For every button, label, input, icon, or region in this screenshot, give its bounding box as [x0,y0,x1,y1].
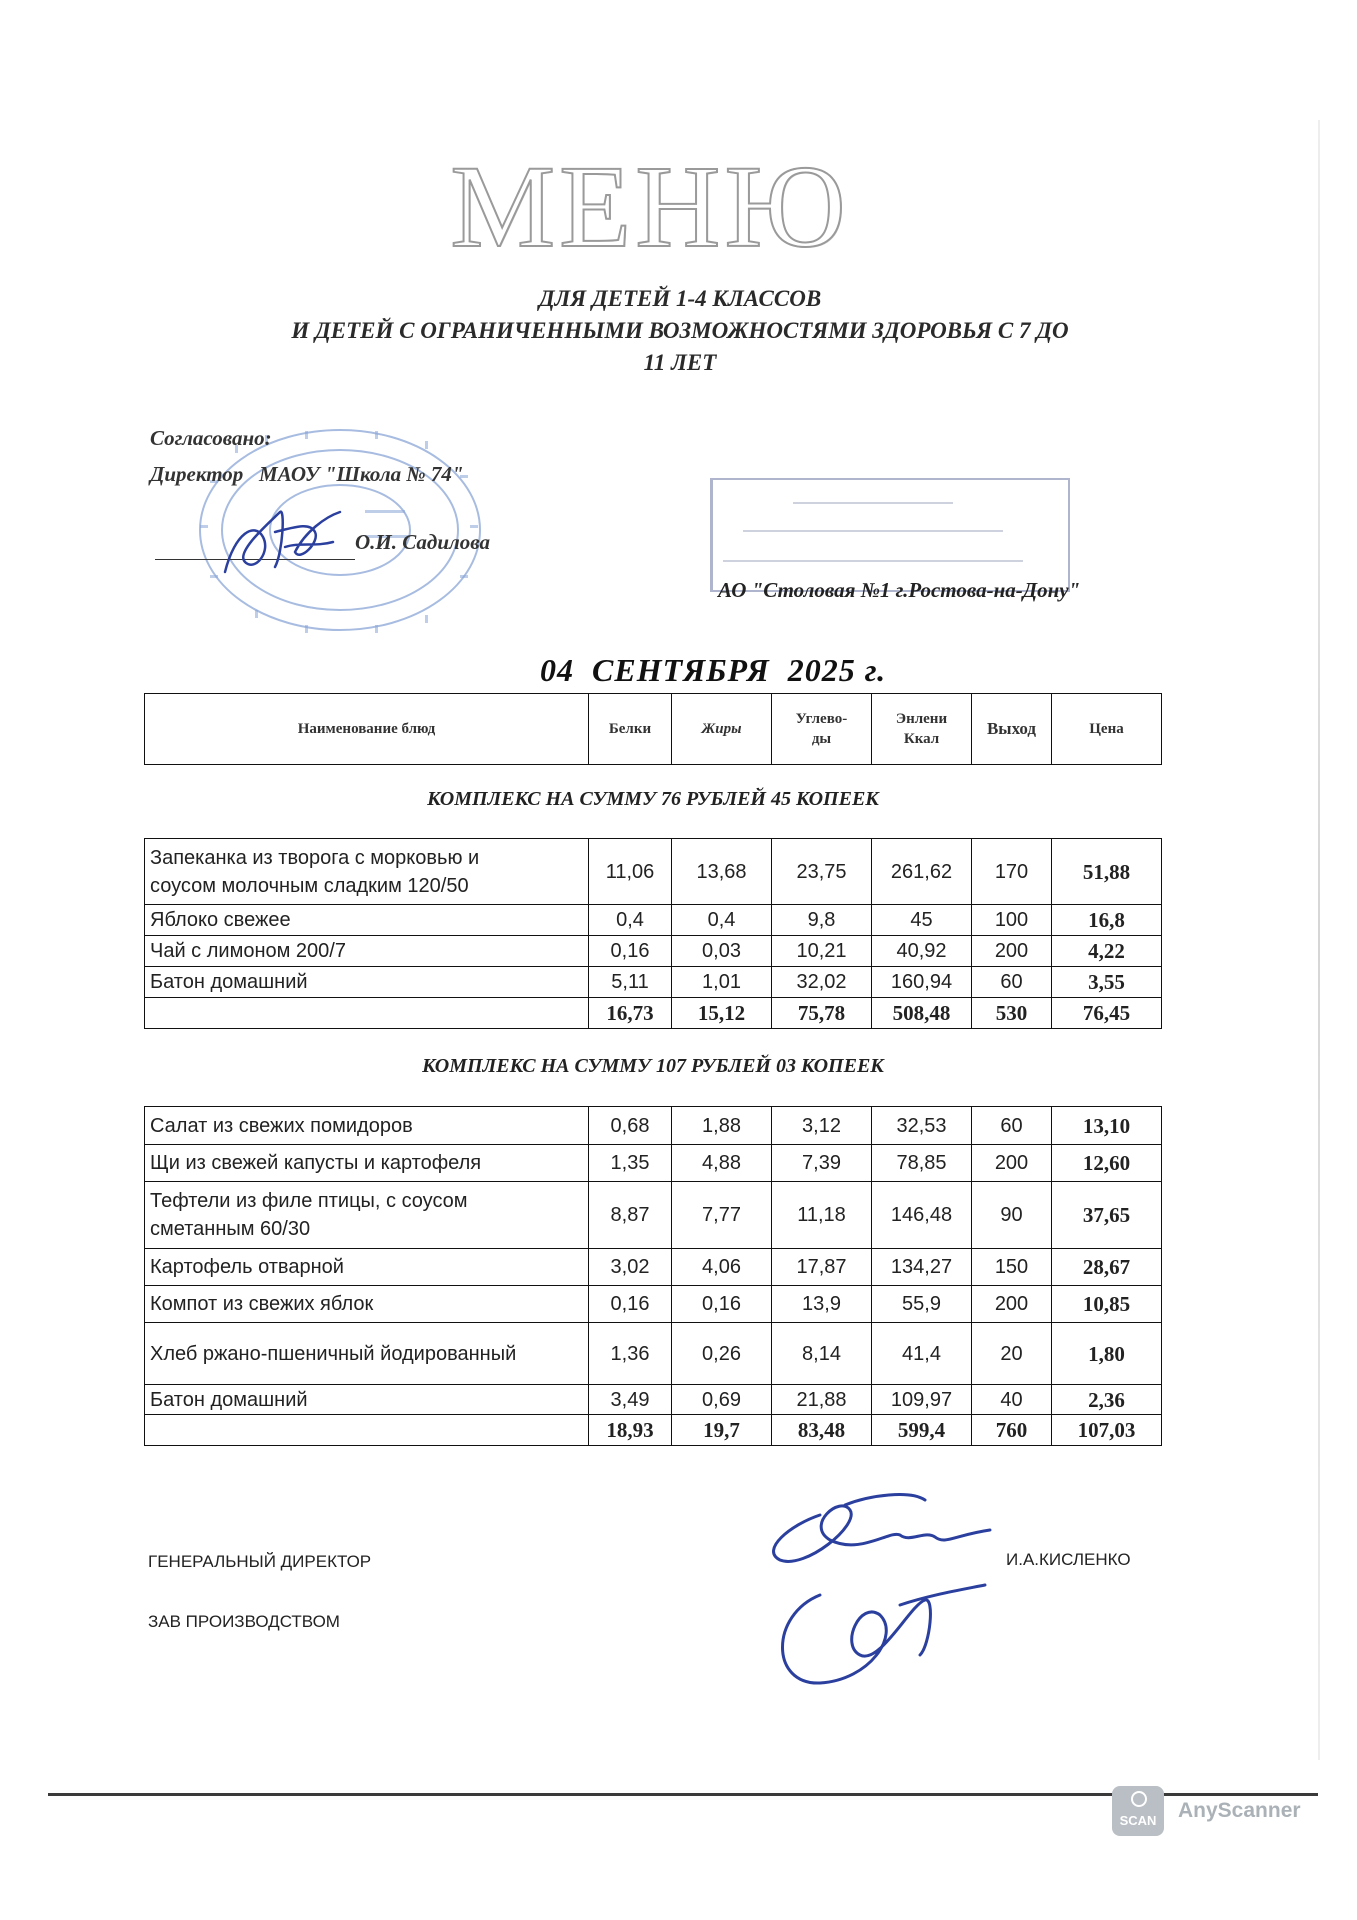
total-protein: 16,73 [589,998,672,1029]
table-row [145,1182,1162,1249]
vendor-name: АО "Столовая №1 г.Ростова-на-Дону" [718,578,1081,602]
subtitle-line-1: ДЛЯ ДЕТЕЙ 1-4 КЛАССОВ [538,286,822,311]
dish-name: Яблоко свежее [145,905,589,936]
dish-carbs: 8,14 [772,1323,872,1385]
director-name: О.И. Садилова [355,530,491,554]
total-energy: 599,4 [872,1415,972,1446]
dish-carbs: 3,12 [772,1107,872,1145]
dish-protein: 0,4 [589,905,672,936]
dish-protein: 5,11 [589,967,672,998]
dish-energy: 109,97 [872,1385,972,1415]
complex1-title: КОМПЛЕКС НА СУММУ 76 РУБЛЕЙ 45 КОПЕЕК [427,788,879,810]
table-row [145,905,1162,936]
dish-name: Картофель отварной [145,1249,589,1286]
dish-name-line-1: Тефтели из филе птицы, с соусом [150,1190,468,1212]
dish-protein: 0,16 [589,936,672,967]
general-director-name: И.А.КИСЛЕНКО [1006,1550,1131,1569]
dish-name [145,839,589,905]
anyscanner-watermark [1112,1786,1301,1836]
energy-line-1: Энлени [895,711,948,727]
dish-yield: 40 [972,1385,1052,1415]
table-row [145,1286,1162,1323]
dish-yield: 60 [972,967,1052,998]
dish-energy: 41,4 [872,1323,972,1385]
dish-carbs: 9,8 [772,905,872,936]
dish-price: 37,65 [1052,1182,1162,1249]
dish-energy: 40,92 [872,936,972,967]
dish-yield: 170 [972,839,1052,905]
dish-fat: 4,88 [672,1145,772,1182]
table-row [145,1145,1162,1182]
dish-price: 2,36 [1052,1385,1162,1415]
energy-line-2: Ккал [903,731,940,747]
header-row [145,694,1162,765]
dish-fat: 0,26 [672,1323,772,1385]
dish-fat: 0,4 [672,905,772,936]
col-carbs-header [772,694,872,765]
table-row [145,1107,1162,1145]
total-yield: 760 [972,1415,1052,1446]
dish-carbs: 21,88 [772,1385,872,1415]
menu-subtitle [130,283,1230,379]
dish-yield: 200 [972,1145,1052,1182]
dish-yield: 100 [972,905,1052,936]
menu-title: МЕНЮ [450,141,850,272]
dish-protein: 1,36 [589,1323,672,1385]
col-yield-header: Выход [972,694,1052,765]
dish-price: 4,22 [1052,936,1162,967]
dish-carbs: 10,21 [772,936,872,967]
anyscanner-brand: AnyScanner [1178,1799,1301,1822]
dish-protein: 3,02 [589,1249,672,1286]
dish-energy: 78,85 [872,1145,972,1182]
production-head-label: ЗАВ ПРОИЗВОДСТВОМ [148,1612,340,1631]
dish-energy: 134,27 [872,1249,972,1286]
dish-price: 1,80 [1052,1323,1162,1385]
dish-price: 3,55 [1052,967,1162,998]
total-price: 107,03 [1052,1415,1162,1446]
col-protein-header: Белки [589,694,672,765]
total-energy: 508,48 [872,998,972,1029]
total-row [145,998,1162,1029]
dish-energy: 160,94 [872,967,972,998]
approval-block [150,420,463,492]
total-carbs: 75,78 [772,998,872,1029]
total-label-cell [145,1415,589,1446]
dish-carbs: 17,87 [772,1249,872,1286]
table-row [145,967,1162,998]
dish-yield: 200 [972,1286,1052,1323]
total-fat: 15,12 [672,998,772,1029]
scan-edge-right [1318,120,1320,1760]
dish-name-line-2: соусом молочным сладким 120/50 [150,874,469,897]
table-row [145,1323,1162,1385]
approval-director: Директор МАОУ "Школа № 74" [150,462,464,486]
dish-price: 51,88 [1052,839,1162,905]
scan-logo-icon [1112,1786,1164,1836]
total-row [145,1415,1162,1446]
dish-name: Чай с лимоном 200/7 [145,936,589,967]
total-label-cell [145,998,589,1029]
dish-name-line-1: Запеканка из творога с морковью и [150,846,480,869]
carbs-line-1: Углево- [795,711,848,727]
production-head-signature-icon [760,1575,990,1695]
approval-agreed: Согласовано: [150,426,272,450]
dish-yield: 90 [972,1182,1052,1249]
subtitle-line-2: И ДЕТЕЙ С ОГРАНИЧЕННЫМИ ВОЗМОЖНОСТЯМИ ЗДОРОВЬЯ С 7 ДО [291,318,1069,343]
dish-yield: 60 [972,1107,1052,1145]
dish-name-line-2: сметанным 60/30 [150,1218,311,1240]
dish-fat: 7,77 [672,1182,772,1249]
scan-badge-text: SCAN [1119,1813,1157,1828]
dish-energy: 32,53 [872,1107,972,1145]
dish-carbs: 7,39 [772,1145,872,1182]
dish-price: 16,8 [1052,905,1162,936]
table-row [145,1385,1162,1415]
dish-protein: 11,06 [589,839,672,905]
dish-energy: 45 [872,905,972,936]
complex2-table [144,1106,1162,1446]
dish-price: 10,85 [1052,1286,1162,1323]
table-row [145,1249,1162,1286]
dish-fat: 1,88 [672,1107,772,1145]
dish-yield: 20 [972,1323,1052,1385]
total-carbs: 83,48 [772,1415,872,1446]
dish-yield: 150 [972,1249,1052,1286]
vendor-stamp-icon [710,478,1070,592]
dish-fat: 0,16 [672,1286,772,1323]
dish-fat: 1,01 [672,967,772,998]
col-energy-header [872,694,972,765]
dish-name: Щи из свежей капусты и картофеля [145,1145,589,1182]
dish-name: Компот из свежих яблок [145,1286,589,1323]
dish-name: Батон домашний [145,1385,589,1415]
menu-header-table [144,693,1162,765]
dish-protein: 1,35 [589,1145,672,1182]
dish-energy: 261,62 [872,839,972,905]
col-price-header: Цена [1052,694,1162,765]
dish-fat: 0,69 [672,1385,772,1415]
dish-yield: 200 [972,936,1052,967]
complex1-table [144,838,1162,1029]
total-yield: 530 [972,998,1052,1029]
dish-protein: 0,16 [589,1286,672,1323]
col-name-header: Наименование блюд [145,694,589,765]
carbs-line-2: ды [811,731,832,747]
menu-date: 04 СЕНТЯБРЯ 2025 г. [540,652,887,688]
total-fat: 19,7 [672,1415,772,1446]
dish-energy: 146,48 [872,1182,972,1249]
dish-protein: 8,87 [589,1182,672,1249]
dish-name: Батон домашний [145,967,589,998]
table-row [145,936,1162,967]
dish-price: 13,10 [1052,1107,1162,1145]
complex2-title: КОМПЛЕКС НА СУММУ 107 РУБЛЕЙ 03 КОПЕЕК [422,1055,884,1077]
col-fat-header: Жиры [672,694,772,765]
total-price: 76,45 [1052,998,1162,1029]
subtitle-line-3: 11 ЛЕТ [643,350,717,375]
general-director-label: ГЕНЕРАЛЬНЫЙ ДИРЕКТОР [148,1552,372,1571]
director-signature-icon [215,492,345,587]
dish-fat: 13,68 [672,839,772,905]
dish-name: Хлеб ржано-пшеничный йодированный [145,1323,589,1385]
dish-name [145,1182,589,1249]
dish-fat: 0,03 [672,936,772,967]
dish-price: 28,67 [1052,1249,1162,1286]
dish-energy: 55,9 [872,1286,972,1323]
dish-carbs: 13,9 [772,1286,872,1323]
total-protein: 18,93 [589,1415,672,1446]
dish-price: 12,60 [1052,1145,1162,1182]
dish-protein: 0,68 [589,1107,672,1145]
dish-fat: 4,06 [672,1249,772,1286]
dish-carbs: 23,75 [772,839,872,905]
table-row [145,839,1162,905]
general-director-signature-icon [750,1475,1000,1585]
dish-name: Салат из свежих помидоров [145,1107,589,1145]
dish-carbs: 32,02 [772,967,872,998]
dish-carbs: 11,18 [772,1182,872,1249]
dish-protein: 3,49 [589,1385,672,1415]
